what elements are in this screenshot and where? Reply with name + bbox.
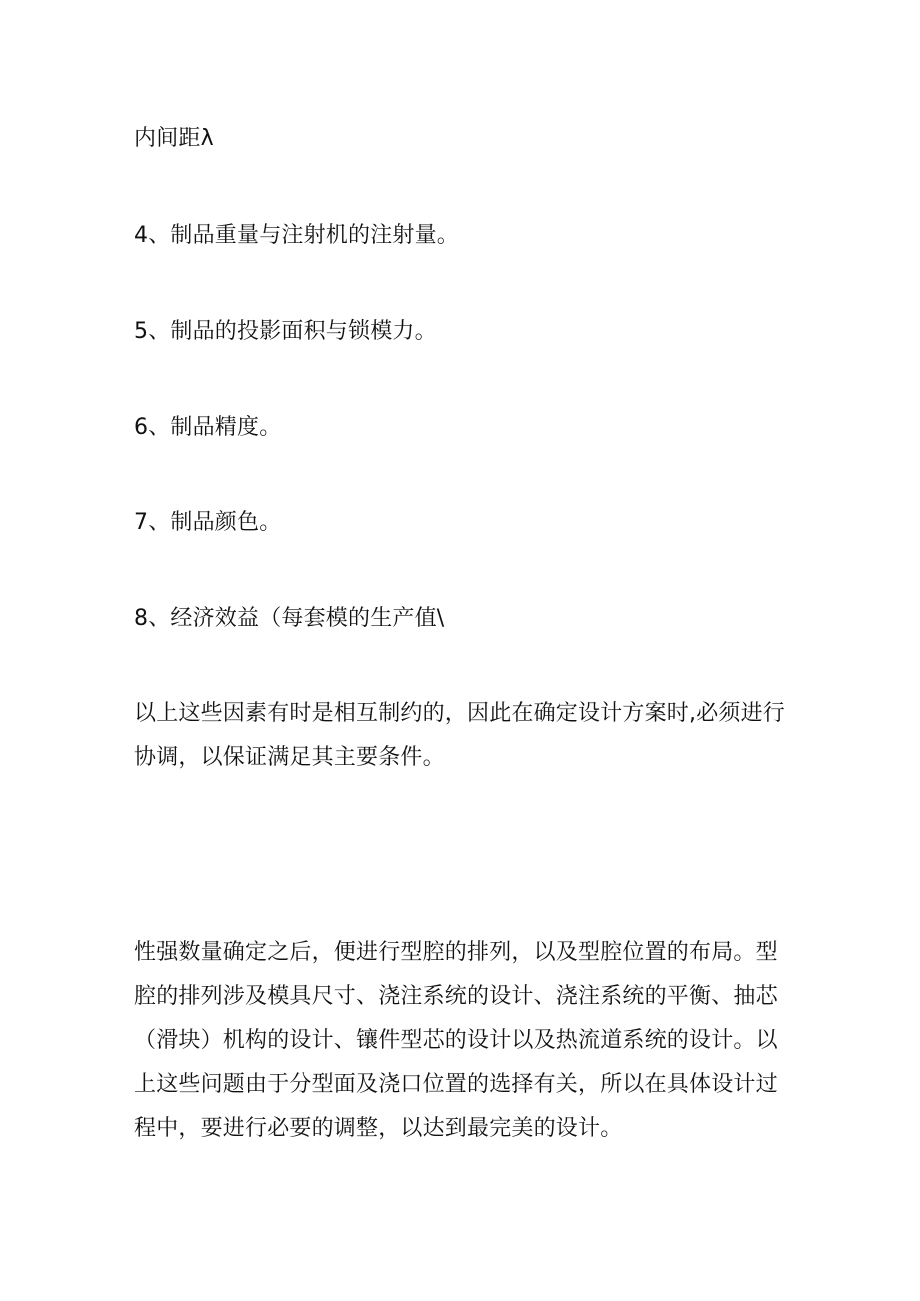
layout-paragraph: 性强数量确定之后，便进行型腔的排列，以及型腔位置的布局。型腔的排列涉及模具尺寸、浇注系统的设计、浇注系统的平衡、抽芯（滑块）机构的设计、镶件型芯的设计以及热流道系统的设计。以上这些问题由于分型面及浇口位置的选择有关，所以在具体设计过程中，要进行必要的调整，以达到最完美的设计。 [134, 940, 778, 1141]
summary-paragraph: 以上这些因素有时是相互制约的，因此在确定设计方案时,必须进行协调，以保证满足其主要条件。 [134, 701, 785, 770]
list-item: 7、制品颜色。 [134, 510, 282, 535]
list-item: 6、制品精度。 [134, 415, 282, 440]
list-item: 4、制品重量与注射机的注射量。 [134, 223, 459, 248]
list-item: 5、制品的投影面积与锁模力。 [134, 319, 437, 344]
fragment-line: 内间距λ [134, 126, 214, 151]
list-item: 8、经济效益（每套模的生产值\ [134, 606, 445, 631]
